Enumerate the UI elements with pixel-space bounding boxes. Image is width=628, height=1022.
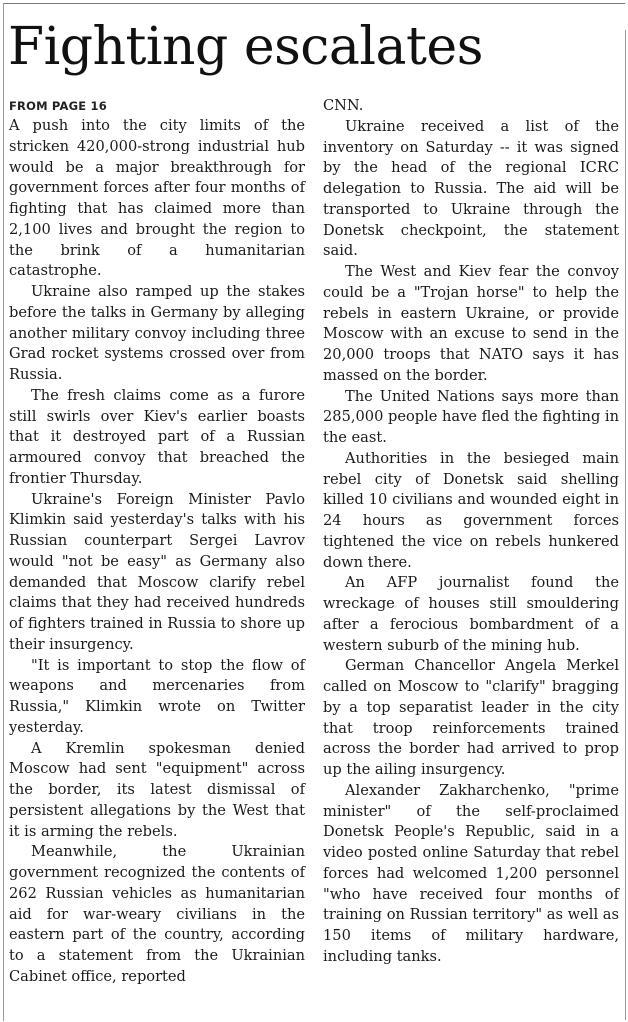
paragraph: Meanwhile, the Ukrainian government recognized the contents of 262 Russian vehicles as humanitarian aid for war-weary civilians in the eastern part of the country, according to a statement from the Ukrainian Cabinet office, reported: [9, 843, 305, 985]
article-headline: Fighting escalates: [8, 17, 483, 77]
paragraph: The West and Kiev fear the convoy could be a "Trojan horse" to help the rebels in eastern Ukraine, or provide Moscow with an excuse to send in the 20,000 troops that NATO says it has massed on the border.: [323, 263, 619, 384]
paragraph: An AFP journalist found the wreckage of houses still smouldering after a ferocious bombardment of a western suburb of the mining hub.: [323, 574, 619, 654]
paragraph: Alexander Zakharchenko, "prime minister" of the self-proclaimed Donetsk People's Republic, said in a video posted online Saturday that rebel forces had welcomed 1,200 personnel "who have received four months of training on Russian territory" as well as 150 items of military hardware, including tanks.: [323, 781, 619, 965]
paragraph: The United Nations says more than 285,000 people have fled the fighting in the east.: [323, 387, 620, 446]
paragraph: Authorities in the besieged main rebel city of Donetsk said shelling killed 10 civilians and wounded eight in 24 hours as government forces tightened the vice on rebels hunkered down there.: [323, 449, 619, 571]
left-border-rule: [3, 3, 4, 1021]
article-column-right: [323, 96, 619, 968]
right-border-rule: [625, 30, 626, 1020]
continuation-kicker: FROM PAGE 16: [9, 99, 107, 113]
paragraph: CNN.: [323, 97, 364, 114]
paragraph: Ukraine's Foreign Minister Pavlo Klimkin said yesterday's talks with his Russian counterpart Sergei Lavrov would "not be easy" as Germany also demanded that Moscow clarify rebel claims that they had received hundreds of fighters trained in Russia to shore up their insurgency.: [9, 490, 305, 653]
article-column-left: [9, 96, 305, 988]
paragraph: A Kremlin spokesman denied Moscow had sent "equipment" across the border, its latest dismissal of persistent allegations by the West that it is arming the rebels.: [9, 739, 305, 840]
paragraph: Ukraine received a list of the inventory on Saturday -- it was signed by the head of the regional ICRC delegation to Russia. The aid will be transported to Ukraine through the Donetsk checkpoint, the statement said.: [323, 117, 619, 260]
paragraph: German Chancellor Angela Merkel called on Moscow to "clarify" bragging by a top separatist leader in the city that troop reinforcements trained across the border had arrived to prop up the ailing insurgency.: [323, 657, 619, 778]
paragraph: "It is important to stop the flow of weapons and mercenaries from Russia," Klimkin wrote on Twitter yesterday.: [9, 656, 305, 736]
paragraph: The fresh claims come as a furore still swirls over Kiev's earlier boasts that it destroyed part of a Russian armoured convoy that breached the frontier Thursday.: [9, 386, 305, 487]
top-border-rule: [3, 3, 625, 4]
paragraph: Ukraine also ramped up the stakes before the talks in Germany by alleging another military convoy including three Grad rocket systems crossed over from Russia.: [9, 283, 305, 383]
paragraph: A push into the city limits of the stricken 420,000-strong industrial hub would be a major breakthrough for government forces after four months of fighting that has claimed more than 2,100 lives and brought the region to the brink of a humanitarian catastrophe.: [9, 117, 305, 280]
